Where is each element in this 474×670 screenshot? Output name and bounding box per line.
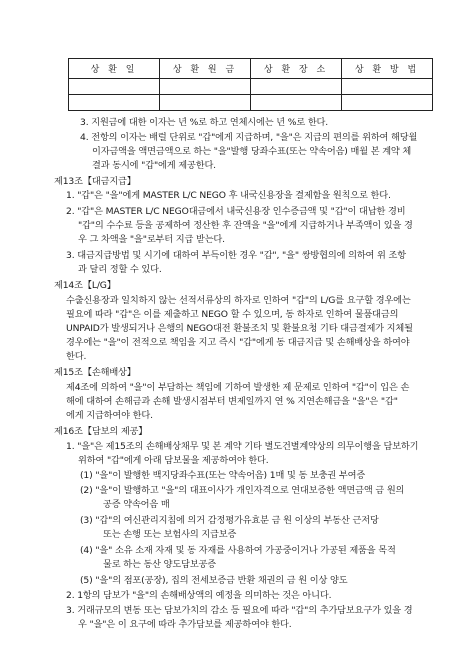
table-row xyxy=(69,95,433,111)
body-line: 3. 대금지급방법 및 시기에 대하여 부득이한 경우 "갑", "을" 쌍방협의에 의하여 위 조항 xyxy=(66,250,406,261)
body-line: (5) "을"의 점포(공장), 집의 전세보증금 반환 채권의 금 원 이상 양도 xyxy=(80,575,348,586)
table-cell xyxy=(251,79,342,95)
body-line: 이자금액을 액면금액으로 하는 "을"발행 당좌수표(또는 약속어음) 매월 본 계약 체 xyxy=(92,146,412,157)
body-line: 필요에 따라 "갑"은 이를 제출하고 NEGO 할 수 있으며, 동 하자로 인하여 물품대금의 xyxy=(66,309,399,320)
body-line: UNPAID가 발생되거나 은행의 NEGO대전 환불조치 및 환불요청 기타 대금결제가 지체될 xyxy=(66,323,413,334)
table-header-cell: 상 환 일 xyxy=(69,59,160,79)
table-row xyxy=(69,79,433,95)
body-line: 2. 1항의 담보가 "을"의 손해배상액의 예정을 의미하는 것은 아니다. xyxy=(66,590,332,601)
table-cell xyxy=(342,95,433,111)
body-line: 에게 지급하여야 한다. xyxy=(66,410,153,421)
repayment-table xyxy=(68,58,433,111)
body-line: (2) "을"이 발행하고 "을"의 대표이사가 개인자격으로 연대보증한 액면금액 금 원의 xyxy=(80,485,405,496)
table-cell xyxy=(69,79,160,95)
article-heading: 제14조【L/G】 xyxy=(54,280,116,291)
body-line: 우 그 차액을 "을"로부터 지급 받는다. xyxy=(78,234,225,245)
body-line: 2. "갑"은 MASTER L/C NEGO대금에서 내국신용장 인수증금액 및 "갑"이 대납한 경비 xyxy=(66,206,406,217)
table-cell xyxy=(69,95,160,111)
body-line: 해에 대하여 손해금과 손해 발생시점부터 변제일까지 연 % 지연손해금을 "을"은 "갑" xyxy=(66,396,398,407)
table-header-row xyxy=(69,59,433,79)
table-header-cell: 상 환 원 금 xyxy=(160,59,251,79)
body-line: 물로 하는 동산 양도담보공증 xyxy=(103,559,217,570)
body-line: 한다. xyxy=(66,351,87,362)
article-heading: 제13조【대금지급】 xyxy=(54,176,136,187)
body-line: 3. 거래규모의 변동 또는 담보가치의 감소 등 필요에 따라 "갑"의 추가담보요구가 있을 경 xyxy=(66,605,413,616)
body-line: (1) "을"이 발행한 백지당좌수표(또는 약속어음) 1매 및 동 보충권 부여증 xyxy=(80,470,366,481)
table-header-cell: 상 환 방 법 xyxy=(342,59,433,79)
table-cell xyxy=(160,79,251,95)
body-line: 우 "을"은 이 요구에 따라 추가담보를 제공하여야 한다. xyxy=(78,619,292,630)
body-line: "갑"의 수수료 등을 공제하여 정산한 후 잔액을 "을"에게 지급하거나 부족액이 있을 경 xyxy=(78,220,413,231)
table-header-cell: 상 환 장 소 xyxy=(251,59,342,79)
body-line: 공증 약속어음 매 xyxy=(103,499,170,510)
body-line: 위하여 "갑"에게 아래 담보물을 제공하여야 한다. xyxy=(78,455,269,466)
table-cell xyxy=(342,79,433,95)
body-line: 수출신용장과 일치하지 않는 선적서류상의 하자로 인하여 "갑"의 L/G를 요구할 경우에는 xyxy=(66,295,411,306)
table-cell xyxy=(160,95,251,111)
article-heading: 제15조【손해배상】 xyxy=(54,367,136,378)
body-line: 경우에는 "을"이 전적으로 책임을 지고 즉시 "갑"에게 동 대금지급 및 손해배상을 하여야 xyxy=(66,337,410,348)
table-cell xyxy=(251,95,342,111)
body-line: 4. 전항의 이자는 배럴 단위로 "갑"에게 지급하며, "을"은 지급의 편의를 위하여 해당월 xyxy=(80,132,418,143)
article-heading: 제16조【담보의 제공】 xyxy=(54,426,148,437)
body-line: 과 달리 정할 수 있다. xyxy=(78,264,162,275)
body-line: 1. "갑"은 "을"에게 MASTER L/C NEGO 후 내국신용장을 결제함을 원칙으로 한다. xyxy=(66,190,391,201)
body-line: (4) "을" 소유 소재 자재 및 동 자재를 사용하여 가공중이거나 가공된 제품을 목적 xyxy=(80,545,396,556)
body-line: 결과 동시에 "갑"에게 제공한다. xyxy=(92,160,216,171)
body-line: 3. 지원금에 대한 이자는 년 %로 하고 연체시에는 년 %로 한다. xyxy=(80,117,329,128)
body-line: (3) "갑"의 여신관리지침에 의거 감정평가유효분 금 원 이상의 부동산 근저당 xyxy=(80,515,379,526)
body-line: 1. "을"은 제15조의 손해배상채무 및 본 계약 기타 별도건별계약상의 의무이행을 담보하기 xyxy=(66,441,419,452)
article-heading: 제4조에 의하여 "을"이 부담하는 책임에 기하여 발생한 제 문제로 인하여 "갑"이 입은 손 xyxy=(66,382,410,393)
body-line: 또는 손행 또는 보험사의 지급보증 xyxy=(103,529,237,540)
